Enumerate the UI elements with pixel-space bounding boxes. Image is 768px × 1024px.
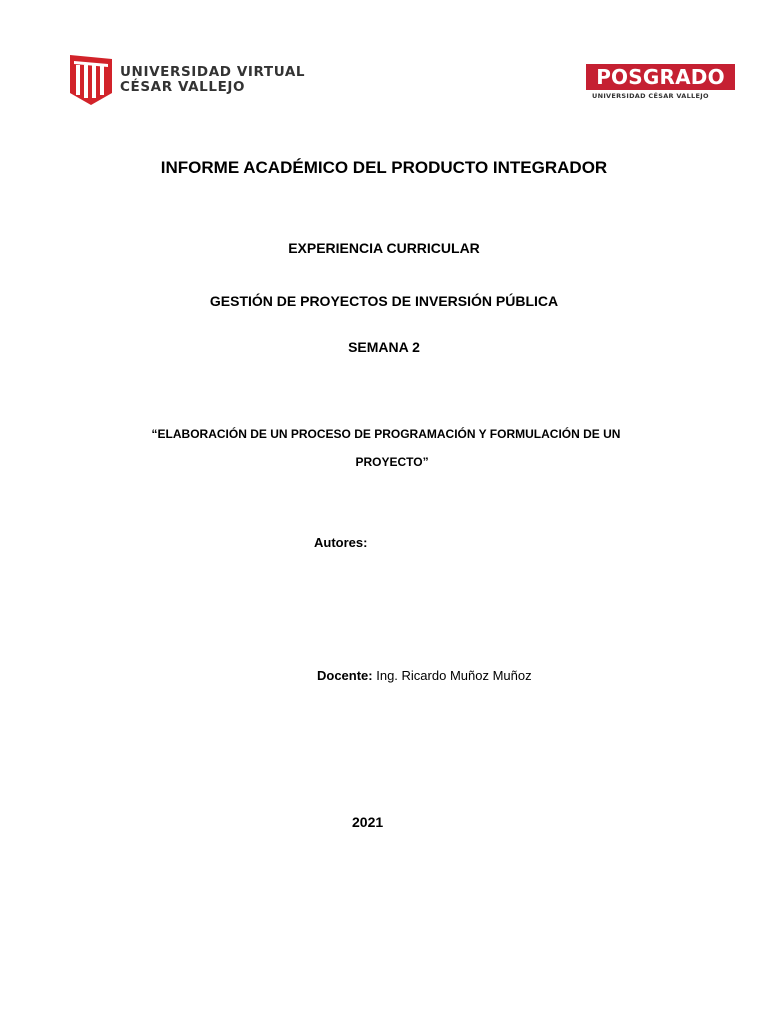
authors-label: Autores: — [314, 535, 368, 550]
university-shield-icon — [70, 55, 112, 105]
course-name: GESTIÓN DE PROYECTOS DE INVERSIÓN PÚBLICA — [209, 293, 559, 309]
curricular-experience-heading: EXPERIENCIA CURRICULAR — [288, 240, 480, 256]
university-name-line2: CÉSAR VALLEJO — [120, 79, 246, 95]
document-year: 2021 — [352, 814, 384, 830]
week-label: SEMANA 2 — [348, 339, 420, 355]
posgrado-logo — [586, 64, 735, 100]
teacher-line — [317, 668, 532, 683]
posgrado-subtitle: UNIVERSIDAD CÉSAR VALLEJO — [592, 92, 709, 100]
posgrado-label: POSGRADO — [586, 64, 735, 90]
teacher-name: Ing. Ricardo Muñoz Muñoz — [372, 668, 532, 683]
university-name-line1: UNIVERSIDAD VIRTUAL — [120, 64, 306, 80]
teacher-label: Docente: — [317, 668, 373, 683]
document-title: INFORME ACADÉMICO DEL PRODUCTO INTEGRADOR — [160, 158, 608, 177]
project-title-line2: PROYECTO” — [355, 455, 429, 469]
project-title-line1: “ELABORACIÓN DE UN PROCESO DE PROGRAMACIÓN Y FORMULACIÓN DE UN — [151, 427, 621, 441]
university-logo — [70, 55, 305, 105]
